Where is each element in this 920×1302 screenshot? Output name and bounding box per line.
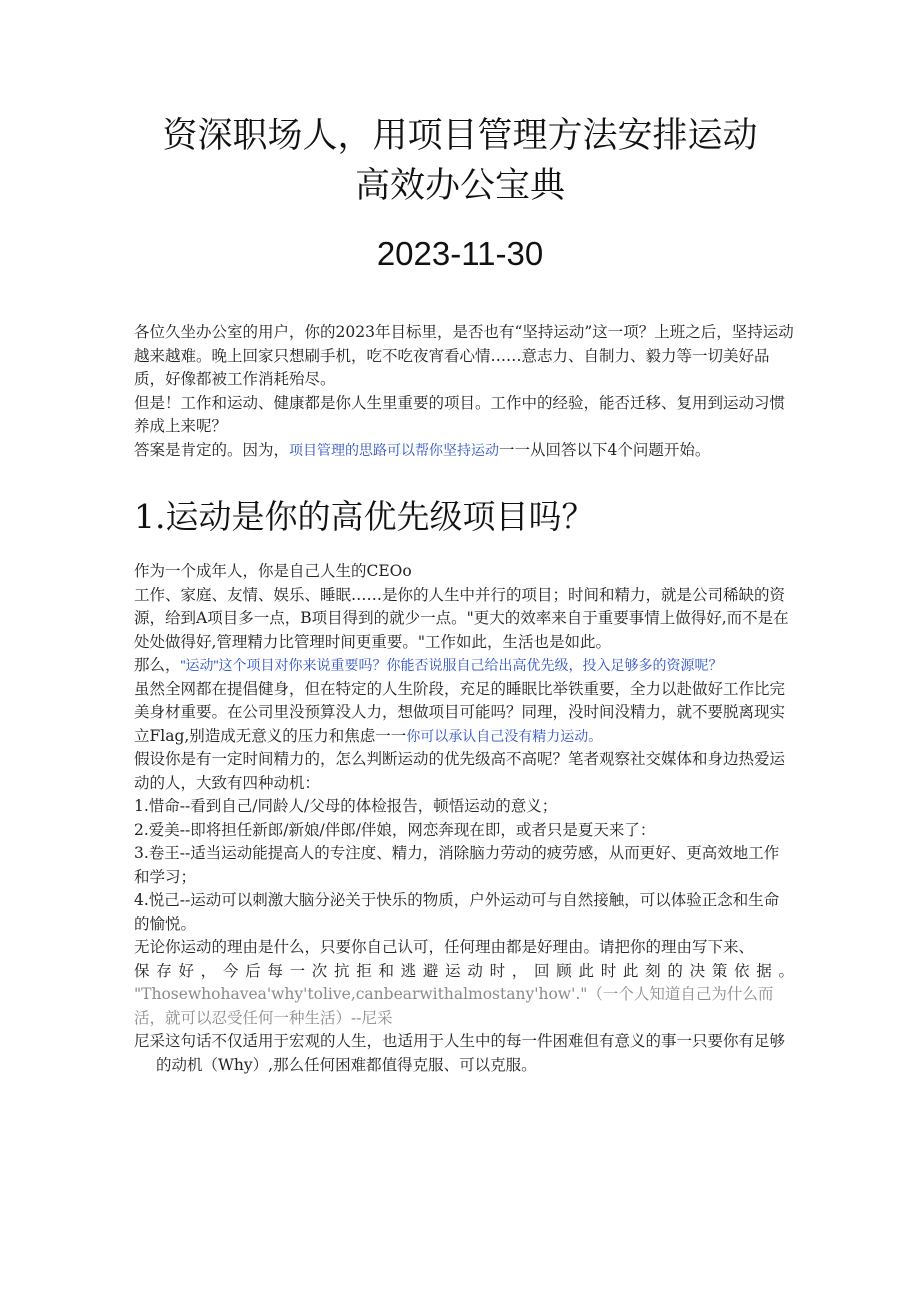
doc-date: 2023-11-30 [376,235,544,272]
intro-paragraph-1: 各位久坐办公室的用户，你的2023年目标里，是否也有“坚持运动”这一项？上班之后，坚持运动越来越难。晚上回家只想刷手机，吃不吃夜宵看心情……意志力、自制力、毅力等一切美好品质，好像都被工作消耗殆尽。 [134,323,794,388]
sec1-paragraph-6b: 保存好，今后每一次抗拒和逃避运动时，回顾此时此刻的决策依据。 [134,961,794,980]
sec1-paragraph-1: 作为一个成年人，你是自己人生的CEOo [134,562,412,580]
sec1-paragraph-2: 工作、家庭、友情、娱乐、睡眠……是你的人生中并行的项目；时间和精力，就是公司稀缺的资源，给到A项目多一点，B项目得到的就少一点。"更大的效率来自于重要事情上做得好,而不是在处处做得好,管理精力比管理时间更重要。"工作如此，生活也是如此。 [134,585,789,651]
admit-no-energy-link[interactable]: 你可以承认自己没有精力运动。 [406,727,603,744]
intro-paragraph-3 [134,439,794,463]
sec1-paragraph-4 [134,678,794,749]
motivation-item-1: 1.惜命--看到自己/同龄人/父母的体检报告，顿悟运动的意义； [134,797,558,815]
intro-section [134,321,794,462]
sec1-paragraph-7: 尼采这句话不仅适用于宏观的人生，也适用于人生中的每一件困难但有意义的事一只要你有足够的动机（Why）,那么任何困难都值得克服、可以克服。 [134,1032,786,1074]
section-1-body [134,560,794,1077]
motivation-item-2: 2.爱美--即将担任新郎/新娘/伴郎/伴娘，网恋奔现在即，或者只是夏天来了： [134,820,656,839]
nietzsche-quote: "Thosewhohavea'why'tolive,canbearwithalmostany'how'."（一个人知道自己为什么而活，就可以忍受任何一种生活）--尼采 [134,985,774,1027]
project-management-link[interactable]: 项目管理的思路可以帮你坚持运动 [289,441,500,458]
sec1-p3-text: 那么， [134,656,181,674]
sec1-paragraph-6a: 无论你运动的理由是什么，只要你自己认可，任何理由都是好理由。请把你的理由写下来、 [134,938,755,956]
sec1-paragraph-3 [134,654,794,678]
sec1-p4-text: 虽然全网都在提倡健身，但在特定的人生阶段，充足的睡眠比举铁重要，全力以赴做好工作比完美身材重要。在公司里没预算没人力，想做项目可能吗？同理，没时间没精力，就不要脱离现实立Flag,别造成无意义的压力和焦虑一一 [134,679,786,745]
doc-title-line-2: 高效办公宝典 [354,166,565,206]
doc-title-line-1: 资深职场人，用项目管理方法安排运动 [162,116,758,156]
intro-paragraph-2: 但是！工作和运动、健康都是你人生里重要的项目。工作中的经验，能否迁移、复用到运动习惯养成上来呢？ [134,393,786,435]
intro-p3-text: 答案是肯定的。因为， [134,440,290,459]
intro-p3-tail: 一一从回答以下4个问题开始。 [499,440,711,459]
section-1-heading: 1.运动是你的高优先级项目吗？ [134,497,595,536]
motivation-item-4: 4.悦己--运动可以刺激大脑分泌关于快乐的物质，户外运动可与自然接触，可以体验正念和生命的愉悦。 [134,891,780,933]
sec1-paragraph-5: 假设你是有一定时间精力的，怎么判断运动的优先级高不高呢？笔者观察社交媒体和身边热爱运动的人，大致有四种动机： [134,750,786,792]
motivation-item-3: 3.卷王--适当运动能提高人的专注度、精力，消除脑力劳动的疲劳感，从而更好、更高效地工作和学习； [134,844,780,886]
exercise-priority-link[interactable]: "运动"这个项目对你来说重要吗？你能否说服自己给出高优先级，投入足够多的资源呢？ [180,657,723,673]
